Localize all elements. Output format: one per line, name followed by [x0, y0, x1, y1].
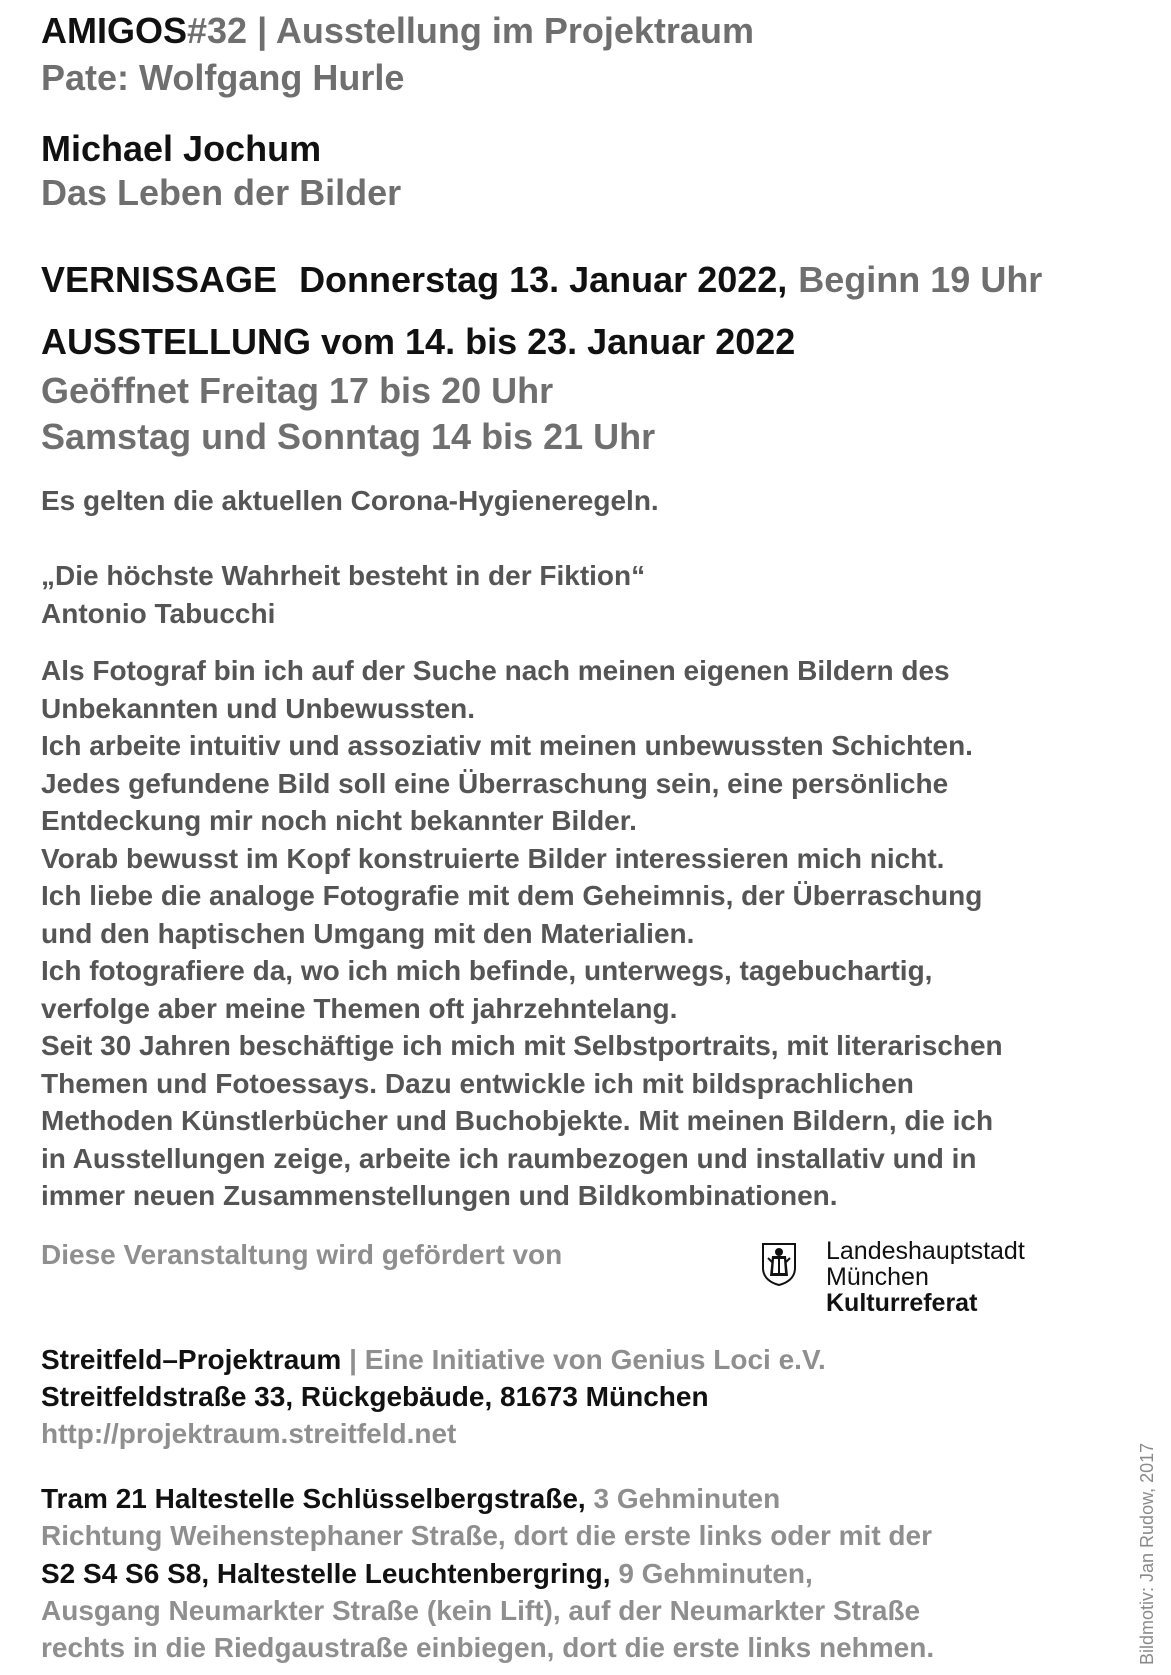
venue-address: Streitfeldstraße 33, Rückgebäude, 81673 München	[41, 1381, 709, 1412]
funding-text: Diese Veranstaltung wird gefördert von	[41, 1239, 563, 1270]
statement-line: Ich arbeite intuitiv und assoziativ mit meinen unbewussten Schichten.	[41, 730, 973, 761]
vernissage-label: VERNISSAGE	[41, 259, 278, 300]
photo-credit: Bildmotiv: Jan Rudow, 2017	[1137, 1442, 1157, 1665]
statement-line: Ich liebe die analoge Fotografie mit dem Geheimnis, der Überraschung	[41, 880, 983, 911]
munich-kindl-crest-icon	[761, 1242, 797, 1286]
statement-line: Vorab bewusst im Kopf konstruierte Bilder interessieren mich nicht.	[41, 842, 945, 874]
tram-line	[41, 1480, 780, 1518]
corona-notice: Es gelten die aktuellen Corona-Hygieneregeln.	[41, 485, 659, 516]
statement-line: Themen und Fotoessays. Dazu entwickle ich mit bildsprachlichen	[41, 1067, 914, 1099]
tram-route: Richtung Weihenstephaner Straße, dort die erste links oder mit der	[41, 1520, 932, 1551]
statement-line: immer neuen Zusammenstellungen und Bildkombinationen.	[41, 1180, 838, 1211]
logo-line-city: Landeshauptstadt	[826, 1237, 1025, 1265]
statement-line: Als Fotograf bin ich auf der Suche nach meinen eigenen Bildern des	[41, 655, 950, 686]
header-separator: |	[247, 10, 276, 51]
quote-text: „Die höchste Wahrheit besteht in der Fiktion“	[41, 560, 646, 591]
logo-line-department: Kulturreferat	[826, 1289, 978, 1317]
venue-name: Streitfeld–Projektraum	[41, 1344, 342, 1375]
statement-line: in Ausstellungen zeige, arbeite ich raumbezogen und installativ und in	[41, 1142, 977, 1174]
venue-url[interactable]: http://projektraum.streitfeld.net	[41, 1418, 457, 1449]
sbahn-route-1: Ausgang Neumarkter Straße (kein Lift), auf der Neumarkter Straße	[41, 1595, 921, 1626]
logo-text	[826, 1238, 1025, 1316]
artist-name: Michael Jochum	[41, 128, 322, 169]
exhibition-title: Das Leben der Bilder	[41, 172, 402, 213]
tram-stop: Tram 21 Haltestelle Schlüsselbergstraße,	[41, 1483, 586, 1514]
series-name: AMIGOS	[41, 10, 188, 51]
artist-statement	[41, 652, 1003, 1215]
vernissage-line	[41, 257, 1042, 303]
sbahn-walk-time: 9 Gehminuten,	[618, 1558, 813, 1589]
exhibition-dates: AUSSTELLUNG vom 14. bis 23. Januar 2022	[41, 321, 796, 362]
statement-line: Entdeckung mir noch nicht bekannter Bilder.	[41, 805, 637, 836]
statement-line: Unbekannten und Unbewussten.	[41, 692, 476, 724]
statement-line: Seit 30 Jahren beschäftige ich mich mit Selbstportraits, mit literarischen	[41, 1030, 1003, 1061]
venue-initiative: Eine Initiative von Genius Loci e.V.	[364, 1344, 826, 1375]
statement-line: verfolge aber meine Themen oft jahrzehntelang.	[41, 992, 678, 1024]
tram-walk-time: 3 Gehminuten	[593, 1483, 781, 1514]
munich-kulturreferat-logo	[751, 1238, 1161, 1318]
vernissage-time: Beginn 19 Uhr	[798, 259, 1043, 300]
opening-hours-1: Geöffnet Freitag 17 bis 20 Uhr	[41, 370, 554, 411]
vernissage-date: Donnerstag 13. Januar 2022,	[299, 259, 788, 300]
logo-line-munich: München	[826, 1263, 929, 1291]
statement-line: Jedes gefundene Bild soll eine Überraschung sein, eine persönliche	[41, 767, 949, 799]
quote-author: Antonio Tabucchi	[41, 598, 276, 629]
sponsor-line: Pate: Wolfgang Hurle	[41, 57, 405, 98]
sbahn-route-2: rechts in die Riedgaustraße einbiegen, dort die erste links nehmen.	[41, 1632, 935, 1663]
sbahn-line	[41, 1555, 813, 1593]
series-number: #32	[187, 10, 248, 51]
statement-line: Ich fotografiere da, wo ich mich befinde, unterwegs, tagebuchartig,	[41, 955, 933, 986]
venue-line	[41, 1341, 826, 1379]
statement-line: und den haptischen Umgang mit den Materialien.	[41, 917, 695, 949]
header-title	[41, 8, 754, 54]
opening-hours-2: Samstag und Sonntag 14 bis 21 Uhr	[41, 416, 656, 457]
statement-line: Methoden Künstlerbücher und Buchobjekte. Mit meinen Bildern, die ich	[41, 1105, 994, 1136]
venue-separator: |	[341, 1344, 365, 1375]
sbahn-stop: S2 S4 S6 S8, Haltestelle Leuchtenbergring,	[41, 1558, 611, 1589]
header-subtitle: Ausstellung im Projektraum	[275, 10, 754, 51]
